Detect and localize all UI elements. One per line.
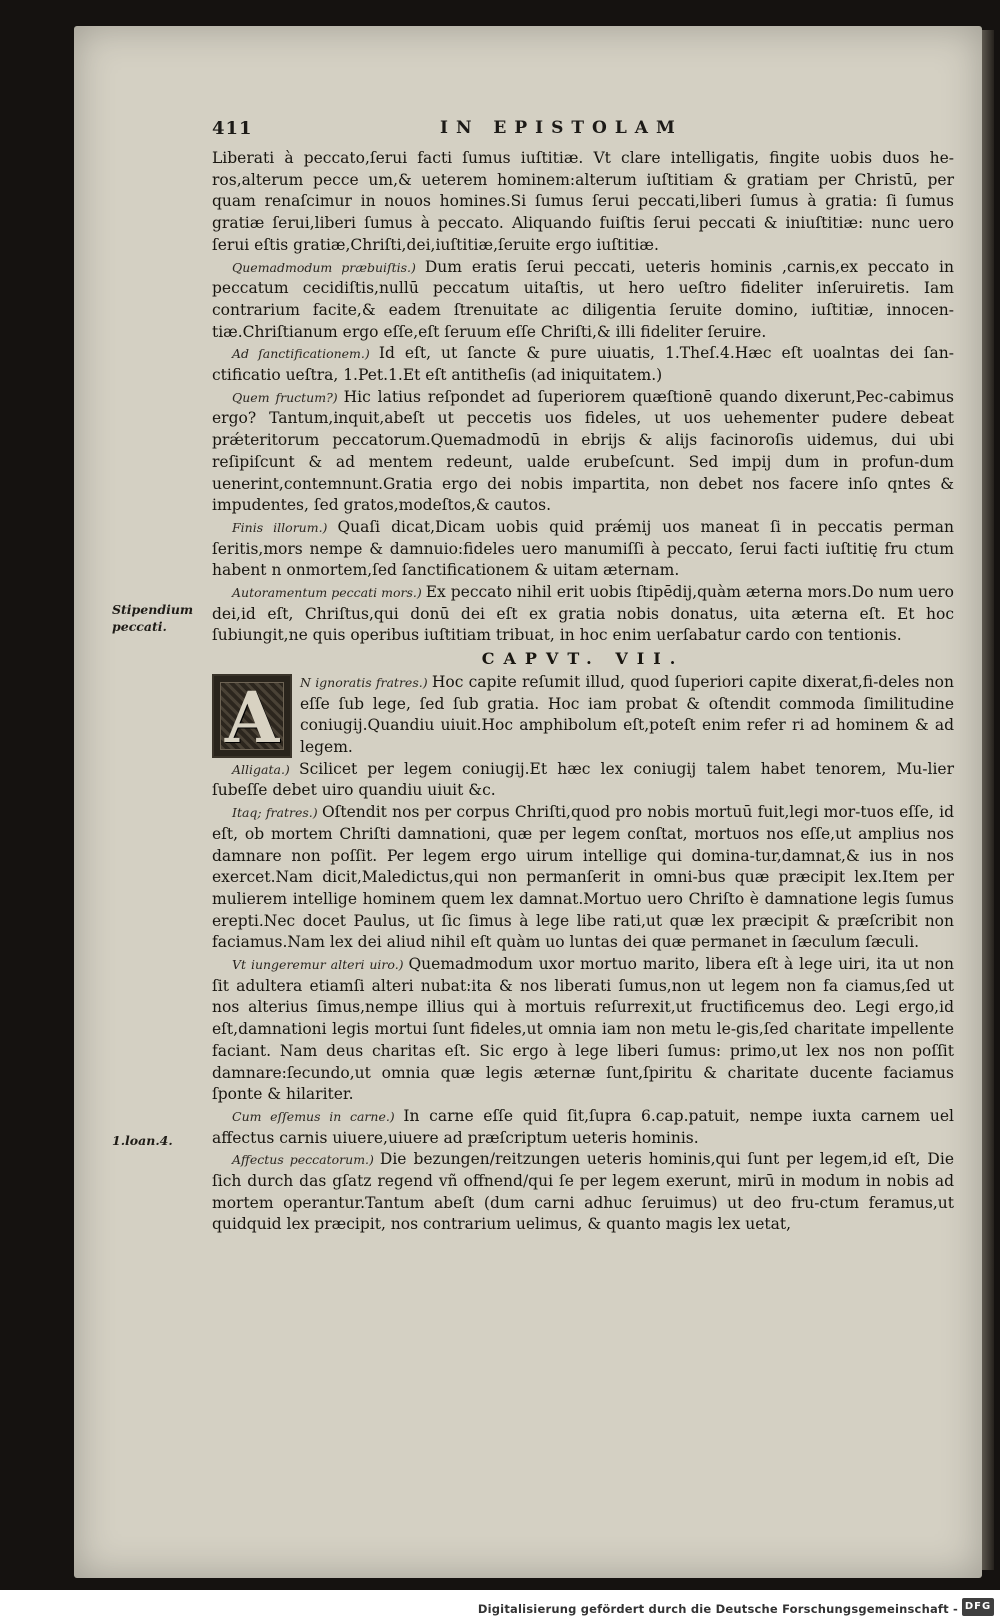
paragraph (212, 343, 954, 386)
paragraph (212, 1149, 954, 1236)
lemma: Cum eſſemus in carne.) (232, 1108, 404, 1124)
funding-notice: Digitalisierung gefördert durch die Deutsche Forschungsgemeinschaft - (477, 1602, 958, 1616)
lemma: Alligata.) (232, 761, 299, 777)
paragraph (212, 148, 954, 257)
chapter-opening (212, 672, 954, 759)
lemma: Quem fructum?) (232, 389, 344, 405)
paragraph-text: Oſtendit nos per corpus Chriſti,quod pro nobis mortuū fuit,legi mor-tuos eſſe, id eſt, ob mortem Chriſti damnationi, quæ per legem conſtat, mortuos nos eſſe,ut amplius nos damnare non poſſit. Per legem ergo uirum intellige qui domina-tur,damnat,& ius in nos exercet.Nam dicit,Maledictus,qui non permanſerit in omni-bus quæ præcipit lex.Item per mulierem intellige hominem quem lex damnat.Mortuo uero Chriſto è damnatione legis ſumus erepti.Nec docet Paulus, ut ſic ſimus à lege libe rati,ut quæ lex præcipit & præſcribit non faciamus.Nam lex dei aliud nihil eſt quàm uo luntas dei quæ permanet in ſæculum ſæculi. (212, 803, 954, 952)
paragraph (212, 954, 954, 1106)
paragraph-text: Liberati à peccato,ſerui facti ſumus iuſtitiæ. Vt clare intelligatis, fingite uobis duos he-ros,alterum pecce um,& ueterem hominem:alterum iuſtitiam & gratiam per Christū, per quam renaſcimur in nouos homines.Si ſumus ſerui peccati,liberi ſumus à gratia: ſi ſumus gratiæ ſerui,liberi ſumus à peccato. Aliquando fuiſtis ſerui peccati & iniuſtitiæ: nunc uero ſerui eſtis gratiæ,Chriſti,dei,iuſtitiæ,ſeruite ergo iuſtitiæ. (212, 149, 954, 254)
page-header (212, 118, 952, 140)
paragraph (212, 517, 954, 582)
paragraph (212, 802, 954, 954)
paragraph-text: In carne eſſe quid ſit,ſupra 6.cap.patuit, nempe iuxta carnem uel affectus carnis uiuere,uiuere ad præſcriptum ueteris hominis. (212, 1106, 954, 1147)
margin-note-john-reference: 1.loan.4. (112, 1133, 173, 1148)
lemma: Affectus peccatorum.) (232, 1152, 380, 1168)
lemma: Finis illorum.) (232, 519, 338, 535)
paragraph-text: Scilicet per legem coniugij.Et hæc lex coniugij talem habet tenorem, Mu-lier ſubeſſe debet uiro quandiu uiuit &c. (212, 759, 954, 800)
dfg-logo-icon: DFG (962, 1598, 994, 1616)
paragraph-text: Die bezungen/reitzungen ueteris hominis,qui ſunt per legem,id eſt, Die ſich durch das gſatz regend vñ offnend/qui ſe per legem exerunt, mirū in modum in nobis ad mortem operantur.Tantum abeſt (dum carni adhuc ſeruimus) ut deo fru-ctum feramus,ut quidquid lex præcipit, nos contrarium uelimus, & quanto magis lex uetat, (212, 1150, 954, 1234)
paragraph (212, 1106, 954, 1149)
lemma: Itaq; fratres.) (232, 805, 322, 821)
decorated-initial-icon (212, 674, 292, 758)
main-text-block (212, 148, 954, 1236)
paragraph-text: Quaſi dicat,Dicam uobis quid prǽmij uos maneat ſi in peccatis perman ſeritis,mors nempe & damnuio:fideles uero manumiſſi à peccato, ſerui facti iuſtitię fru ctum habent n onmortem,ſed ſanctificationem & uitam æternam. (212, 517, 954, 580)
paragraph-text: Quemadmodum uxor mortuo marito, libera eſt à lege uiri, ita ut non ſit adultera etiamſi alteri nubat:ita & nos liberati ſumus,non ut legem non fa ciamus,ſed ut nos alterius ſimus,nempe illius qui à mortuis reſurrexit,ut fructificemus deo. Legi ergo,id eſt,damnationi legis mortui ſunt fideles,ut omnia iam non metu le-gis,ſed charitate impellente faciant. Nam deus charitas eſt. Sic ergo à lege liberi ſumus: primo,ut lex nos non poſſit damnare:ſecundo,ut omnia quæ legis æternæ ſunt,ſpiritu & charitate ducente faciamus ſponte & hilariter. (212, 955, 954, 1104)
lemma: Autoramentum peccati mors.) (232, 585, 426, 601)
page-number: 411 (212, 118, 253, 139)
paragraph-text: Dum eratis ſerui peccati, ueteris hominis ,carnis,ex peccato in peccatum cecidiſtis,nullū peccatum uitaſtis, ut hero ueſtro fideliter inſeruiretis. Iam contrarium facite,& eadem ſtrenuitate ac diligentia ſeruite domino, iuſtitiæ, innocen-tiæ.Chriſtianum ergo eſſe,eſt ſeruum eſſe Chriſti,& illi fideliter ſeruire. (212, 257, 954, 341)
chapter-heading: CAPVT. VII. (481, 649, 685, 669)
margin-note-stipendium: Stipendium peccati. (112, 602, 194, 634)
lemma: Ad ſanctificationem.) (232, 346, 379, 362)
paragraph (212, 672, 954, 759)
lemma: Vt iungeremur alteri uiro.) (232, 957, 409, 973)
running-title: IN EPISTOLAM (440, 118, 683, 138)
paragraph (212, 387, 954, 517)
paragraph (212, 759, 954, 802)
paragraph-text: Hic latius reſpondet ad ſuperiorem quæſtionē quando dixerunt,Pec-cabimus ergo? Tantum,inquit,abeſt ut peccetis uos fideles, ut uos uehementer pudere debeat prǽteritorum peccatorum.Quemadmodū in ebrijs & alijs facinoroſis uidemus, dui ubi reſipiſcunt & ad mentem redeunt, ualde erubeſcunt. Sed impij dum in profun-dum uenerint,contemnunt.Gratia ergo dei nobis impartita, non debet nos facere inſo qntes & impudentes, ſed gratos,modeſtos,& cautos. (212, 387, 955, 515)
lemma: N ignoratis fratres.) (300, 674, 432, 690)
initial-letter: A (224, 675, 280, 759)
paragraph (212, 257, 954, 344)
paragraph-text: Ex peccato nihil erit uobis ſtipēdij,quàm æterna mors.Do num uero dei,id eſt, Chriſtus,qui donū dei eſt ex gratia nobis donatus, uita æterna eſt. Et hoc ſubiungit,ne quis operibus iuſtitiam tribuat, in hoc enim uerſabatur cardo con tentionis. (212, 583, 954, 645)
paragraph-text: Id eſt, ut ſancte & pure uiuatis, 1.Theſ.4.Hæc eſt uoalntas dei ſan-ctificatio ueſtra, 1.Pet.1.Et eſt antitheſis (ad iniquitatem.) (212, 344, 954, 385)
lemma: Quemadmodum præbuiſtis.) (232, 259, 425, 275)
paragraph (212, 582, 954, 647)
paragraph-text: Hoc capite reſumit illud, quod ſuperiori capite dixerat,fi-deles non eſſe ſub lege, ſed ſub gratia. Hoc iam probat & oſtendit commoda ſimilitudine coniugij.Quandiu uiuit.Hoc amphibolum eſt,poteſt enim refer ri ad hominem & ad legem. (300, 672, 954, 756)
